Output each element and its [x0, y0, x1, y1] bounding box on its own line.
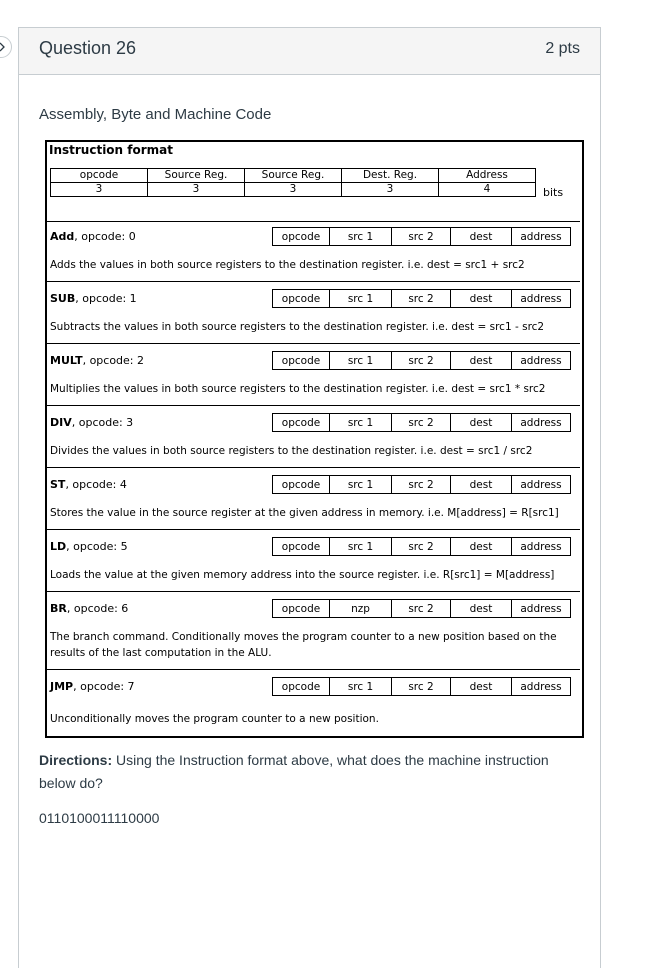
field-cell: src 1	[330, 476, 392, 494]
format-col-label: opcode	[51, 169, 148, 183]
field-cell: src 2	[392, 290, 451, 308]
instruction-description: Adds the values in both source registers to the destination register. i.e. dest = src1 + src2	[50, 259, 525, 271]
separator	[47, 405, 580, 406]
instruction-name: ST	[50, 478, 66, 491]
field-cell: dest	[451, 476, 512, 494]
instruction-description: The branch command. Conditionally moves the program counter to a new position based on the results of the last computation in the ALU.	[50, 631, 557, 659]
instruction-opcode: , opcode: 0	[74, 230, 136, 243]
question-card	[18, 27, 601, 968]
encoding-table	[272, 537, 571, 556]
instruction-format-figure	[45, 140, 584, 738]
encoding-table	[272, 289, 571, 308]
instruction-row-sub	[47, 289, 580, 309]
instruction-name: LD	[50, 540, 67, 553]
instruction-description: Unconditionally moves the program counter to a new position.	[50, 713, 379, 725]
format-col-bits: 3	[51, 183, 148, 197]
directions-body: Using the Instruction format above, what does the machine instruction below do?	[39, 752, 549, 791]
instruction-row-jmp	[47, 677, 580, 697]
separator	[47, 281, 580, 282]
instruction-name: MULT	[50, 354, 83, 367]
field-cell: src 2	[392, 678, 451, 696]
field-cell: address	[512, 228, 571, 246]
encoding-table	[272, 227, 571, 246]
instruction-name: JMP	[50, 680, 74, 693]
field-cell: dest	[451, 352, 512, 370]
directions-label: Directions:	[39, 752, 113, 768]
field-cell: src 2	[392, 352, 451, 370]
instruction-opcode: , opcode: 6	[66, 602, 129, 615]
separator	[47, 221, 580, 222]
field-cell: src 2	[392, 228, 451, 246]
field-cell: src 1	[330, 352, 392, 370]
bits-unit-label: bits	[543, 186, 564, 199]
field-cell: opcode	[273, 414, 330, 432]
field-cell: nzp	[330, 600, 392, 618]
separator	[47, 669, 580, 670]
field-cell: opcode	[273, 538, 330, 556]
format-col-bits: 4	[439, 183, 536, 197]
field-cell: address	[512, 600, 571, 618]
chevron-right-icon	[0, 42, 5, 52]
field-cell: dest	[451, 414, 512, 432]
question-header	[19, 28, 600, 75]
format-col-label: Dest. Reg.	[342, 169, 439, 183]
field-cell: dest	[451, 600, 512, 618]
instruction-row-st	[47, 475, 580, 495]
instruction-row-add	[47, 227, 580, 247]
instruction-name: Add	[50, 230, 75, 243]
field-cell: opcode	[273, 678, 330, 696]
instruction-row-div	[47, 413, 580, 433]
encoding-table	[272, 599, 571, 618]
field-cell: address	[512, 538, 571, 556]
previous-question-button[interactable]	[0, 36, 12, 58]
field-cell: opcode	[273, 476, 330, 494]
encoding-table	[272, 677, 571, 696]
instruction-description: Stores the value in the source register at the given address in memory. i.e. M[address] = R[src1]	[50, 507, 559, 519]
field-cell: dest	[451, 678, 512, 696]
encoding-table	[272, 413, 571, 432]
instruction-name: BR	[50, 602, 67, 615]
instruction-opcode: , opcode: 2	[82, 354, 145, 367]
format-col-bits: 3	[148, 183, 245, 197]
field-cell: opcode	[273, 600, 330, 618]
encoding-table	[272, 351, 571, 370]
instruction-name: DIV	[50, 416, 72, 429]
instruction-name: SUB	[50, 292, 76, 305]
field-cell: dest	[451, 290, 512, 308]
field-cell: address	[512, 678, 571, 696]
instruction-description: Divides the values in both source registers to the destination register. i.e. dest = src1 / src2	[50, 445, 533, 457]
field-cell: src 1	[330, 228, 392, 246]
format-col-bits: 3	[245, 183, 342, 197]
instruction-opcode: , opcode: 7	[73, 680, 135, 693]
separator	[47, 591, 580, 592]
instruction-opcode: , opcode: 5	[66, 540, 128, 553]
format-title: Instruction format	[49, 143, 173, 157]
field-cell: src 2	[392, 538, 451, 556]
field-cell: src 2	[392, 476, 451, 494]
field-cell: opcode	[273, 352, 330, 370]
question-points: 2 pts	[545, 40, 580, 57]
field-cell: src 2	[392, 414, 451, 432]
instruction-row-mult	[47, 351, 580, 371]
format-col-bits: 3	[342, 183, 439, 197]
separator	[47, 343, 580, 344]
instruction-description: Subtracts the values in both source registers to the destination register. i.e. dest = src1 - src2	[50, 321, 545, 333]
field-cell: dest	[451, 228, 512, 246]
field-cell: src 1	[330, 538, 392, 556]
separator	[47, 529, 580, 530]
machine-code: 0110100011110000	[39, 810, 160, 826]
field-cell: address	[512, 290, 571, 308]
format-col-label: Source Reg.	[148, 169, 245, 183]
instruction-row-br	[47, 599, 580, 619]
format-col-label: Source Reg.	[245, 169, 342, 183]
instruction-opcode: , opcode: 3	[71, 416, 134, 429]
field-cell: address	[512, 352, 571, 370]
instruction-row-ld	[47, 537, 580, 557]
instruction-description: Multiplies the values in both source registers to the destination register. i.e. dest = src1 * src2	[50, 383, 546, 395]
separator	[47, 467, 580, 468]
field-cell: src 2	[392, 600, 451, 618]
field-cell: src 1	[330, 678, 392, 696]
field-cell: src 1	[330, 414, 392, 432]
instruction-opcode: , opcode: 4	[65, 478, 127, 491]
field-cell: address	[512, 476, 571, 494]
encoding-table	[272, 475, 571, 494]
instruction-description: Loads the value at the given memory address into the source register. i.e. R[src1] = M[address]	[50, 569, 555, 581]
field-cell: dest	[451, 538, 512, 556]
instruction-opcode: , opcode: 1	[75, 292, 137, 305]
field-cell: opcode	[273, 228, 330, 246]
question-title: Question 26	[39, 38, 137, 58]
directions-text	[39, 749, 584, 795]
field-cell: src 1	[330, 290, 392, 308]
field-cell: address	[512, 414, 571, 432]
question-subtitle: Assembly, Byte and Machine Code	[39, 106, 272, 123]
format-col-label: Address	[439, 169, 536, 183]
format-table	[50, 168, 536, 197]
field-cell: opcode	[273, 290, 330, 308]
